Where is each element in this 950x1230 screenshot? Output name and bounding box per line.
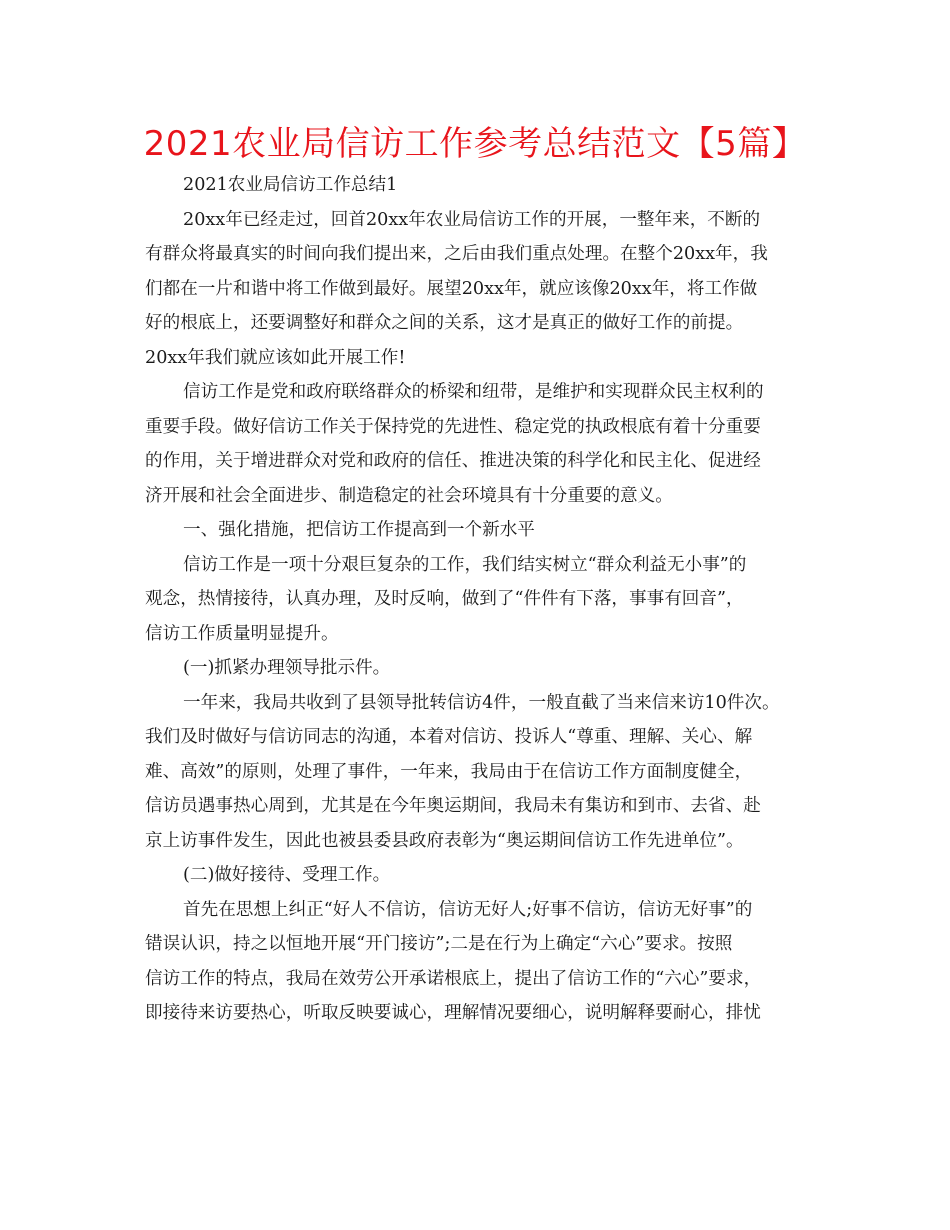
- text-line: 济开展和社会全面进步、制造稳定的社会环境具有十分重要的意义。: [145, 485, 673, 506]
- text-line: 信访工作的特点，我局在效劳公开承诺根底上，提出了信访工作的“六心”要求，: [145, 968, 762, 989]
- text-line: 们都在一片和谐中将工作做到最好。展望20xx年，就应该像20xx年，将工作做: [145, 278, 758, 299]
- text-line: 观念，热情接待，认真办理，及时反响，做到了“件件有下落，事事有回音”，: [145, 589, 744, 609]
- text-line: 一年来，我局共收到了县领导批转信访4件，一般直截了当来信来访10件次。: [183, 692, 780, 713]
- text-line: 即接待来访要热心，听取反映要诚心，理解情况要细心，说明解释要耐心，排忧: [145, 1003, 761, 1023]
- text-line: 难、高效”的原则，处理了事件，一年来，我局由于在信访工作方面制度健全，: [145, 761, 753, 782]
- document-title: 2021农业局信访工作参考总结范文【5篇】: [143, 124, 807, 164]
- text-line: 2021农业局信访工作总结1: [183, 175, 398, 195]
- text-line: 京上访事件发生，因此也被县委县政府表彰为“奥运期间信访工作先进单位”。: [145, 830, 744, 851]
- text-line: 一、强化措施，把信访工作提高到一个新水平: [183, 520, 535, 540]
- text-line: 好的根底上，还要调整好和群众之间的关系，这才是真正的做好工作的前提。: [145, 313, 744, 333]
- text-line: 信访工作是党和政府联络群众的桥梁和纽带，是维护和实现群众民主权利的: [183, 382, 764, 402]
- text-line: 信访工作质量明显提升。: [145, 623, 339, 644]
- text-line: 20xx年已经走过，回首20xx年农业局信访工作的开展，一整年来，不断的: [183, 209, 761, 230]
- text-line: 20xx年我们就应该如此开展工作!: [145, 347, 406, 368]
- text-line: 信访员遇事热心周到，尤其是在今年奥运期间，我局未有集访和到市、去省、赴: [145, 796, 761, 816]
- text-line: 信访工作是一项十分艰巨复杂的工作，我们结实树立“群众利益无小事”的: [183, 554, 747, 575]
- text-line: 重要手段。做好信访工作关于保持党的先进性、稳定党的执政根底有着十分重要: [145, 416, 761, 437]
- text-line: 的作用，关于增进群众对党和政府的信任、推进决策的科学化和民主化、促进经: [145, 451, 761, 471]
- text-line: 错误认识，持之以恒地开展“开门接访”;二是在行为上确定“六心”要求。按照: [145, 934, 733, 954]
- text-line: 有群众将最真实的时间向我们提出来，之后由我们重点处理。在整个20xx年，我: [145, 244, 768, 264]
- text-line: (一)抓紧办理领导批示件。: [183, 658, 391, 678]
- document-body: [145, 168, 825, 1031]
- text-line: (二)做好接待、受理工作。: [183, 865, 391, 885]
- text-line: 我们及时做好与信访同志的沟通，本着对信访、投诉人“尊重、理解、关心、解: [145, 727, 753, 747]
- text-line: 首先在思想上纠正“好人不信访，信访无好人;好事不信访，信访无好事”的: [183, 899, 753, 920]
